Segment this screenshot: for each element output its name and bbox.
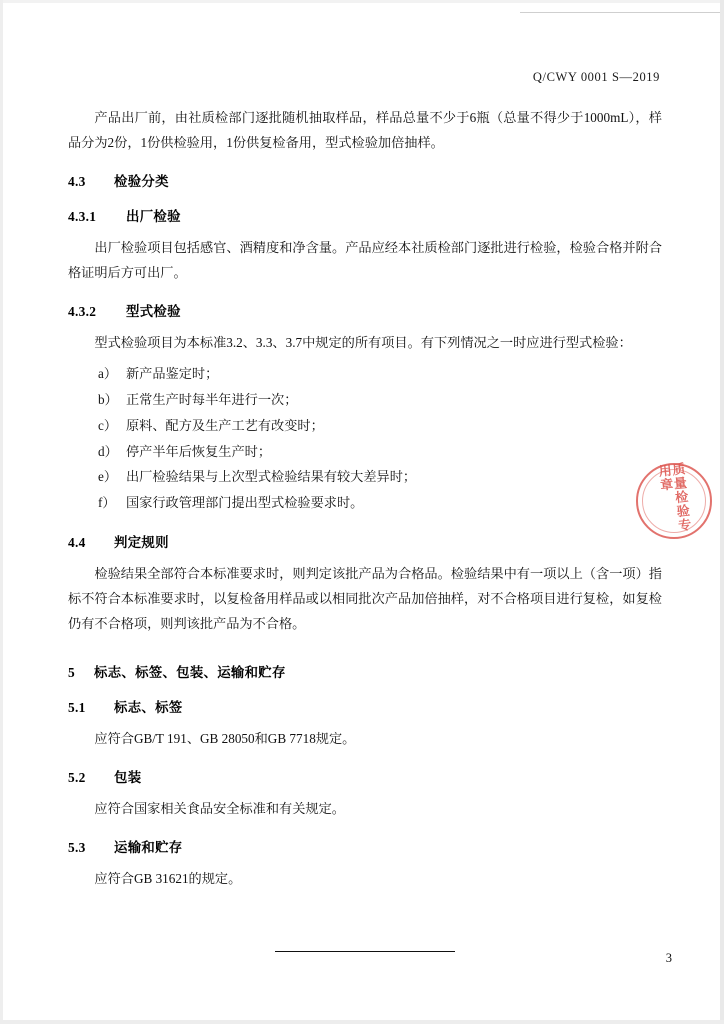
paragraph-5-3: 应符合GB 31621的规定。 — [94, 871, 242, 887]
list-item — [68, 387, 662, 413]
list-item — [68, 464, 662, 490]
scan-edge-top — [0, 0, 724, 3]
heading-5-3-number: 5.3 — [68, 840, 86, 856]
list-item — [68, 439, 662, 465]
heading-5-number: 5 — [68, 665, 75, 681]
list-item — [68, 490, 662, 516]
heading-4-3-text: 检验分类 — [114, 174, 169, 190]
heading-5-2 — [68, 767, 662, 786]
list-item — [68, 413, 662, 439]
heading-4-3-2-number: 4.3.2 — [68, 304, 97, 320]
heading-4-3-number: 4.3 — [68, 174, 86, 190]
divider-line — [275, 951, 455, 952]
heading-4-3-1-number: 4.3.1 — [68, 209, 97, 225]
list-item-text: 国家行政管理部门提出型式检验要求时。 — [126, 495, 364, 511]
scan-edge-left — [0, 0, 3, 1024]
heading-4-3-2 — [68, 301, 662, 320]
heading-4-3-2-text: 型式检验 — [126, 304, 181, 320]
heading-5 — [68, 662, 662, 681]
paragraph-5-1: 应符合GB/T 191、GB 28050和GB 7718规定。 — [94, 731, 356, 747]
paragraph-4-3-2: 型式检验项目为本标准3.2、3.3、3.7中规定的所有项目。有下列情况之一时应进行型式检验： — [94, 335, 632, 351]
list-item — [68, 361, 662, 387]
list-item-marker: f） — [98, 495, 116, 511]
heading-4-3-1-text: 出厂检验 — [126, 209, 181, 225]
intro-paragraph: 产品出厂前，由社质检部门逐批随机抽取样品，样品总量不少于6瓶（总量不得少于1000mL），样品分为2份，1份供检验用，1份供复检备用，型式检验加倍抽样。 — [68, 110, 662, 151]
heading-5-1-number: 5.1 — [68, 700, 86, 716]
scan-edge-right — [720, 0, 724, 1024]
paragraph-5-2: 应符合国家相关食品安全标准和有关规定。 — [94, 801, 345, 817]
scan-edge-bottom — [0, 1020, 724, 1024]
list-item-text: 停产半年后恢复生产时； — [126, 443, 272, 459]
heading-5-text: 标志、标签、包装、运输和贮存 — [94, 665, 286, 681]
list-item-text: 新产品鉴定时； — [126, 366, 219, 382]
list-item-text: 正常生产时每半年进行一次； — [126, 392, 298, 408]
page-number: 3 — [665, 951, 672, 965]
list-item-marker: b） — [98, 392, 118, 408]
heading-5-1 — [68, 697, 662, 716]
list-item-marker: d） — [98, 443, 118, 459]
list-item-marker: a） — [98, 366, 118, 382]
heading-5-2-text: 包装 — [114, 770, 142, 786]
heading-5-3 — [68, 837, 662, 856]
heading-4-4-text: 判定规则 — [114, 534, 169, 550]
end-divider — [68, 939, 662, 957]
list-4-3-2 — [68, 361, 662, 515]
paragraph-4-3-1: 出厂检验项目包括感官、酒精度和净含量。产品应经本社质检部门逐批进行检验，检验合格并附合格证明后方可出厂。 — [68, 240, 662, 281]
paragraph-4-4: 检验结果全部符合本标准要求时，则判定该批产品为合格品。检验结果中有一项以上（含一项）指标不符合本标准要求时，以复检备用样品或以相同批次产品加倍抽样，对不合格项目进行复检，如复检仍有不合格项，则判该批产品为不合格。 — [68, 565, 662, 631]
heading-4-3 — [68, 171, 662, 190]
heading-4-3-1 — [68, 206, 662, 225]
header-rule — [520, 12, 720, 13]
list-item-marker: c） — [98, 417, 118, 433]
list-item-text: 出厂检验结果与上次型式检验结果有较大差异时； — [126, 469, 417, 485]
heading-5-3-text: 运输和贮存 — [114, 840, 183, 856]
list-item-marker: e） — [98, 469, 118, 485]
heading-4-4-number: 4.4 — [68, 534, 86, 550]
heading-4-4 — [68, 532, 662, 551]
document-content — [68, 70, 662, 957]
document-standard-code: Q/CWY 0001 S—2019 — [532, 70, 660, 84]
list-item-text: 原料、配方及生产工艺有改变时； — [126, 417, 324, 433]
heading-5-2-number: 5.2 — [68, 770, 86, 786]
seal-text: 质量检验专用章 — [656, 461, 692, 533]
heading-5-1-text: 标志、标签 — [114, 700, 183, 716]
